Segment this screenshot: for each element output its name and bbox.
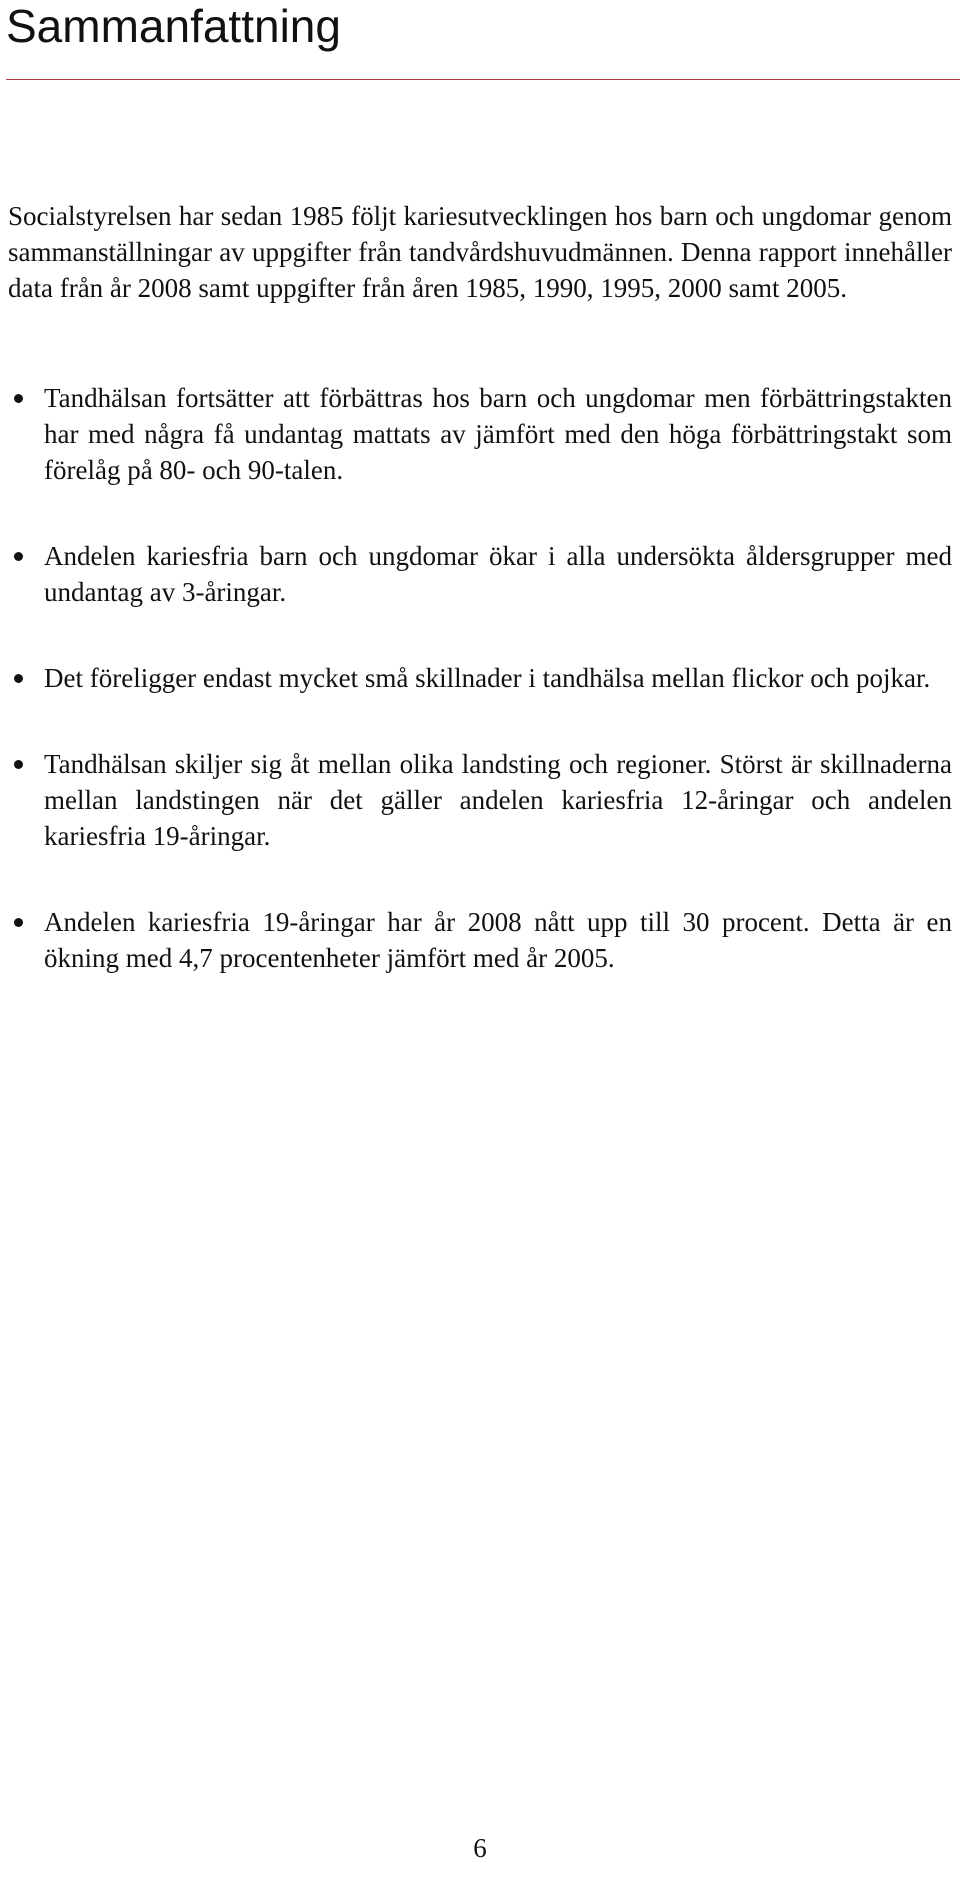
bullet-text: Andelen kariesfria 19-åringar har år 2008 nått upp till 30 procent. Detta är en ökning med 4,7 procentenheter jämfört med år 2005. <box>44 907 952 973</box>
bullet-icon <box>14 552 23 561</box>
bullet-text: Tandhälsan skiljer sig åt mellan olika landsting och regioner. Störst är skillnaderna mellan landstingen när det gäller andelen kariesfria 12-åringar och andelen kariesfria 19-åringar. <box>44 749 952 851</box>
bullet-item <box>8 538 952 610</box>
summary-bullet-list <box>8 380 952 976</box>
bullet-icon <box>14 918 23 927</box>
bullet-icon <box>14 760 23 769</box>
bullet-item <box>8 660 952 696</box>
title-divider <box>6 79 960 80</box>
page-title: Sammanfattning <box>6 0 341 52</box>
bullet-text: Det föreligger endast mycket små skillnader i tandhälsa mellan flickor och pojkar. <box>44 663 931 693</box>
bullet-text: Andelen kariesfria barn och ungdomar ökar i alla undersökta åldersgrupper med undantag av 3-åringar. <box>44 541 952 607</box>
bullet-item <box>8 904 952 976</box>
bullet-text: Tandhälsan fortsätter att förbättras hos barn och ungdomar men förbättringstakten har med några få undantag mattats av jämfört med den höga förbättringstakt som förelåg på 80- och 90-talen. <box>44 383 952 485</box>
bullet-item <box>8 746 952 854</box>
intro-paragraph: Socialstyrelsen har sedan 1985 följt kariesutvecklingen hos barn och ungdomar genom sammanställningar av uppgifter från tandvårdshuvudmännen. Denna rapport innehåller data från år 2008 samt uppgifter från åren 1985, 1990, 1995, 2000 samt 2005. <box>8 201 952 303</box>
page-number: 6 <box>473 1833 487 1863</box>
bullet-item <box>8 380 952 488</box>
bullet-icon <box>14 394 23 403</box>
bullet-icon <box>14 674 23 683</box>
